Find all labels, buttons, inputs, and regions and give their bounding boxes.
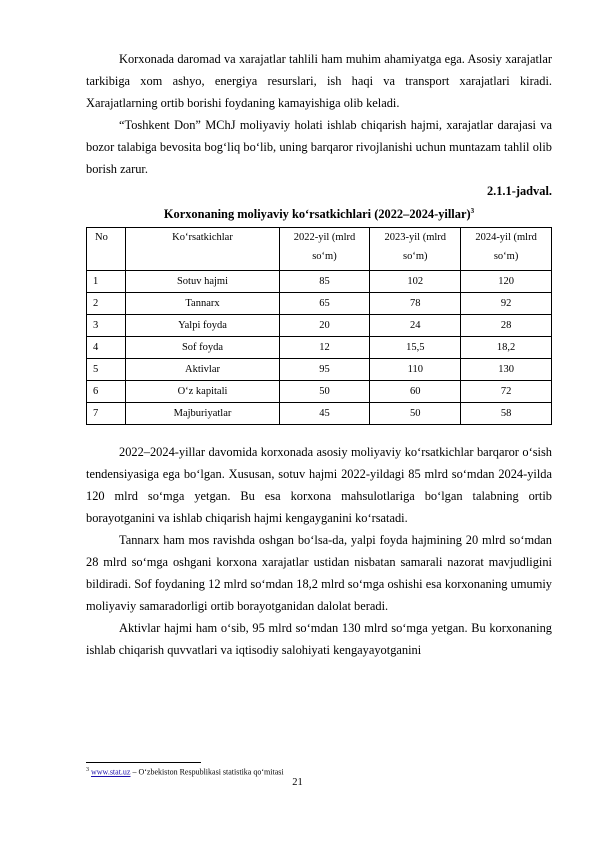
table-title-text: Korxonaning moliyaviy ko‘rsatkichlari (2022–2024-yillar) xyxy=(163,207,471,222)
header-cell-2024: 2024-yil (mlrd so‘m) xyxy=(461,228,552,271)
footnote-number: 3 xyxy=(86,767,89,773)
cell-indicator: O‘z kapitali xyxy=(126,381,279,403)
table-row xyxy=(87,337,552,359)
footnote xyxy=(86,765,284,778)
cell-2022: 95 xyxy=(279,359,370,381)
table-row xyxy=(87,381,552,403)
cell-indicator: Majburiyatlar xyxy=(126,403,279,425)
page-content xyxy=(86,48,552,661)
header-cell-2022: 2022-yil (mlrd so‘m) xyxy=(279,228,370,271)
header-cell-2023: 2023-yil (mlrd so‘m) xyxy=(370,228,461,271)
footnote-divider xyxy=(86,762,201,763)
paragraph: Tannarx ham mos ravishda oshgan bo‘lsa-da, yalpi foyda hajmining 20 mlrd so‘mdan 28 mlrd so‘mga oshgani korxona xarajatlar ustidan nisbatan samarali nazorat mavjudligini bildiradi. Sof foydaning 12 mlrd so‘mdan 18,2 mlrd so‘mga oshishi esa korxonaning umumiy moliyaviy samaradorligi ortib borayotganidan dalolat beradi. xyxy=(86,533,552,614)
cell-2022: 12 xyxy=(279,337,370,359)
paragraph: “Toshkent Don” MChJ moliyaviy holati ishlab chiqarish hajmi, xarajatlar darajasi va bozor talabiga bevosita bog‘liq bo‘lib, uning barqaror rivojlanishi uchun muntazam tahlil olib borish zarur. xyxy=(86,118,552,176)
cell-no: 3 xyxy=(87,315,126,337)
cell-2023: 102 xyxy=(370,271,461,293)
table-row xyxy=(87,293,552,315)
cell-indicator: Sotuv hajmi xyxy=(126,271,279,293)
cell-no: 1 xyxy=(87,271,126,293)
paragraph: Aktivlar hajmi ham o‘sib, 95 mlrd so‘mdan 130 mlrd so‘mga yetgan. Bu korxonaning ishlab chiqarish quvvatlari va iqtisodiy salohiyati kengayayotganini xyxy=(86,621,552,658)
cell-2022: 65 xyxy=(279,293,370,315)
table-title xyxy=(86,202,552,223)
cell-2023: 78 xyxy=(370,293,461,315)
footnote-ref: 3 xyxy=(470,207,475,215)
table-row xyxy=(87,403,552,425)
cell-2024: 58 xyxy=(461,403,552,425)
cell-no: 2 xyxy=(87,293,126,315)
cell-indicator: Aktivlar xyxy=(126,359,279,381)
cell-2024: 72 xyxy=(461,381,552,403)
cell-2024: 92 xyxy=(461,293,552,315)
cell-no: 6 xyxy=(87,381,126,403)
cell-2022: 45 xyxy=(279,403,370,425)
cell-2024: 28 xyxy=(461,315,552,337)
table-label: 2.1.1-jadval. xyxy=(486,184,552,198)
cell-indicator: Yalpi foyda xyxy=(126,315,279,337)
cell-no: 7 xyxy=(87,403,126,425)
table-row xyxy=(87,359,552,381)
cell-2023: 24 xyxy=(370,315,461,337)
header-cell-no: No xyxy=(87,228,126,271)
cell-no: 5 xyxy=(87,359,126,381)
cell-2022: 50 xyxy=(279,381,370,403)
cell-2022: 20 xyxy=(279,315,370,337)
footnote-link[interactable]: www.stat.uz xyxy=(91,767,131,777)
cell-2024: 120 xyxy=(461,271,552,293)
table-row xyxy=(87,315,552,337)
cell-indicator: Tannarx xyxy=(126,293,279,315)
cell-2022: 85 xyxy=(279,271,370,293)
cell-2023: 15,5 xyxy=(370,337,461,359)
table-row xyxy=(87,271,552,293)
cell-indicator: Sof foyda xyxy=(126,337,279,359)
cell-2023: 110 xyxy=(370,359,461,381)
table-header-row xyxy=(87,228,552,271)
cell-no: 4 xyxy=(87,337,126,359)
cell-2024: 130 xyxy=(461,359,552,381)
financial-indicators-table xyxy=(86,227,552,425)
cell-2023: 50 xyxy=(370,403,461,425)
footnote-text: – O‘zbekiston Respublikasi statistika qo‘mitasi xyxy=(130,767,284,777)
cell-2023: 60 xyxy=(370,381,461,403)
header-cell-indicators: Ko‘rsatkichlar xyxy=(126,228,279,271)
paragraph: Korxonada daromad va xarajatlar tahlili ham muhim ahamiyatga ega. Asosiy xarajatlar tarkibiga xom ashyo, energiya resurslari, ish haqi va transport xarajatlari kiradi. Xarajatlarning ortib borishi foydaning kamayishiga olib keladi. xyxy=(86,52,552,110)
page-number: 21 xyxy=(292,777,303,788)
cell-2024: 18,2 xyxy=(461,337,552,359)
paragraph: 2022–2024-yillar davomida korxonada asosiy moliyaviy ko‘rsatkichlar barqaror o‘sish tendensiyasiga ega bo‘lgan. Xususan, sotuv hajmi 2022-yildagi 85 mlrd so‘mdan 2024-yilda 120 mlrd so‘mga yetgan. Bu esa korxona mahsulotlariga bo‘lgan talabning ortib borayotganini va ishlab chiqarish hajmi kengayganini ko‘rsatadi. xyxy=(86,445,552,526)
